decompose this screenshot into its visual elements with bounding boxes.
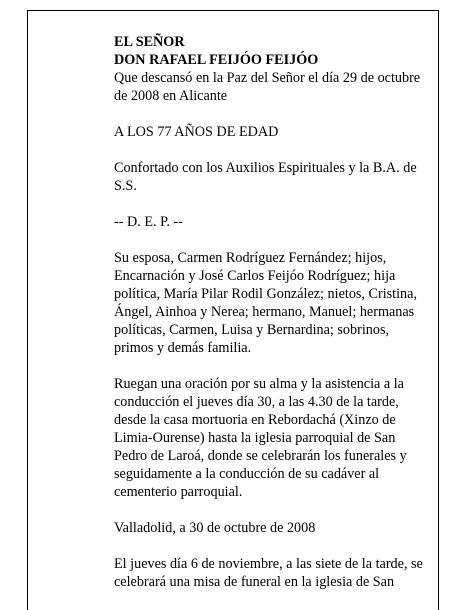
place-date-line: Valladolid, a 30 de octubre de 2008 bbox=[114, 520, 316, 536]
title-line-1: EL SEÑOR bbox=[114, 34, 185, 50]
notice-heading bbox=[114, 33, 424, 69]
deceased-name: DON RAFAEL FEIJÓO FEIJÓO bbox=[114, 52, 319, 68]
obituary-notice bbox=[114, 33, 424, 609]
family-paragraph: Su esposa, Carmen Rodríguez Fernández; hijos, Encarnación y José Carlos Feijóo Rodríguez; hija política, María Pilar Rodil González; nietos, Cristina, Ángel, Ainhoa y Nerea; hermano, Manuel; hermanas políticas, Carmen, Luisa y Bernardina; sobrinos, primos y demás familia. bbox=[114, 250, 417, 356]
death-statement: Que descansó en la Paz del Señor el día 29 de octubre de 2008 en Alicante bbox=[114, 70, 421, 104]
sacraments-statement: Confortado con los Auxilios Espirituales y la B.A. de S.S. bbox=[114, 160, 417, 194]
age-statement: A LOS 77 AÑOS DE EDAD bbox=[114, 124, 279, 140]
funeral-request-paragraph: Ruegan una oración por su alma y la asistencia a la conducción el jueves día 30, a las 4.30 de la tarde, desde la casa mortuoria en Rebordachá (Xinzo de Limia-Ourense) hasta la iglesia parroquial de San Pedro de Laroá, donde se celebrarán los funerales y seguidamente a la conducción de su cadáver al cementerio parroquial. bbox=[114, 376, 407, 500]
mass-announcement: El jueves día 6 de noviembre, a las siete de la tarde, se celebrará una misa de funeral en la iglesia de San bbox=[114, 556, 423, 590]
rip-line: -- D. E. P. -- bbox=[114, 214, 183, 230]
